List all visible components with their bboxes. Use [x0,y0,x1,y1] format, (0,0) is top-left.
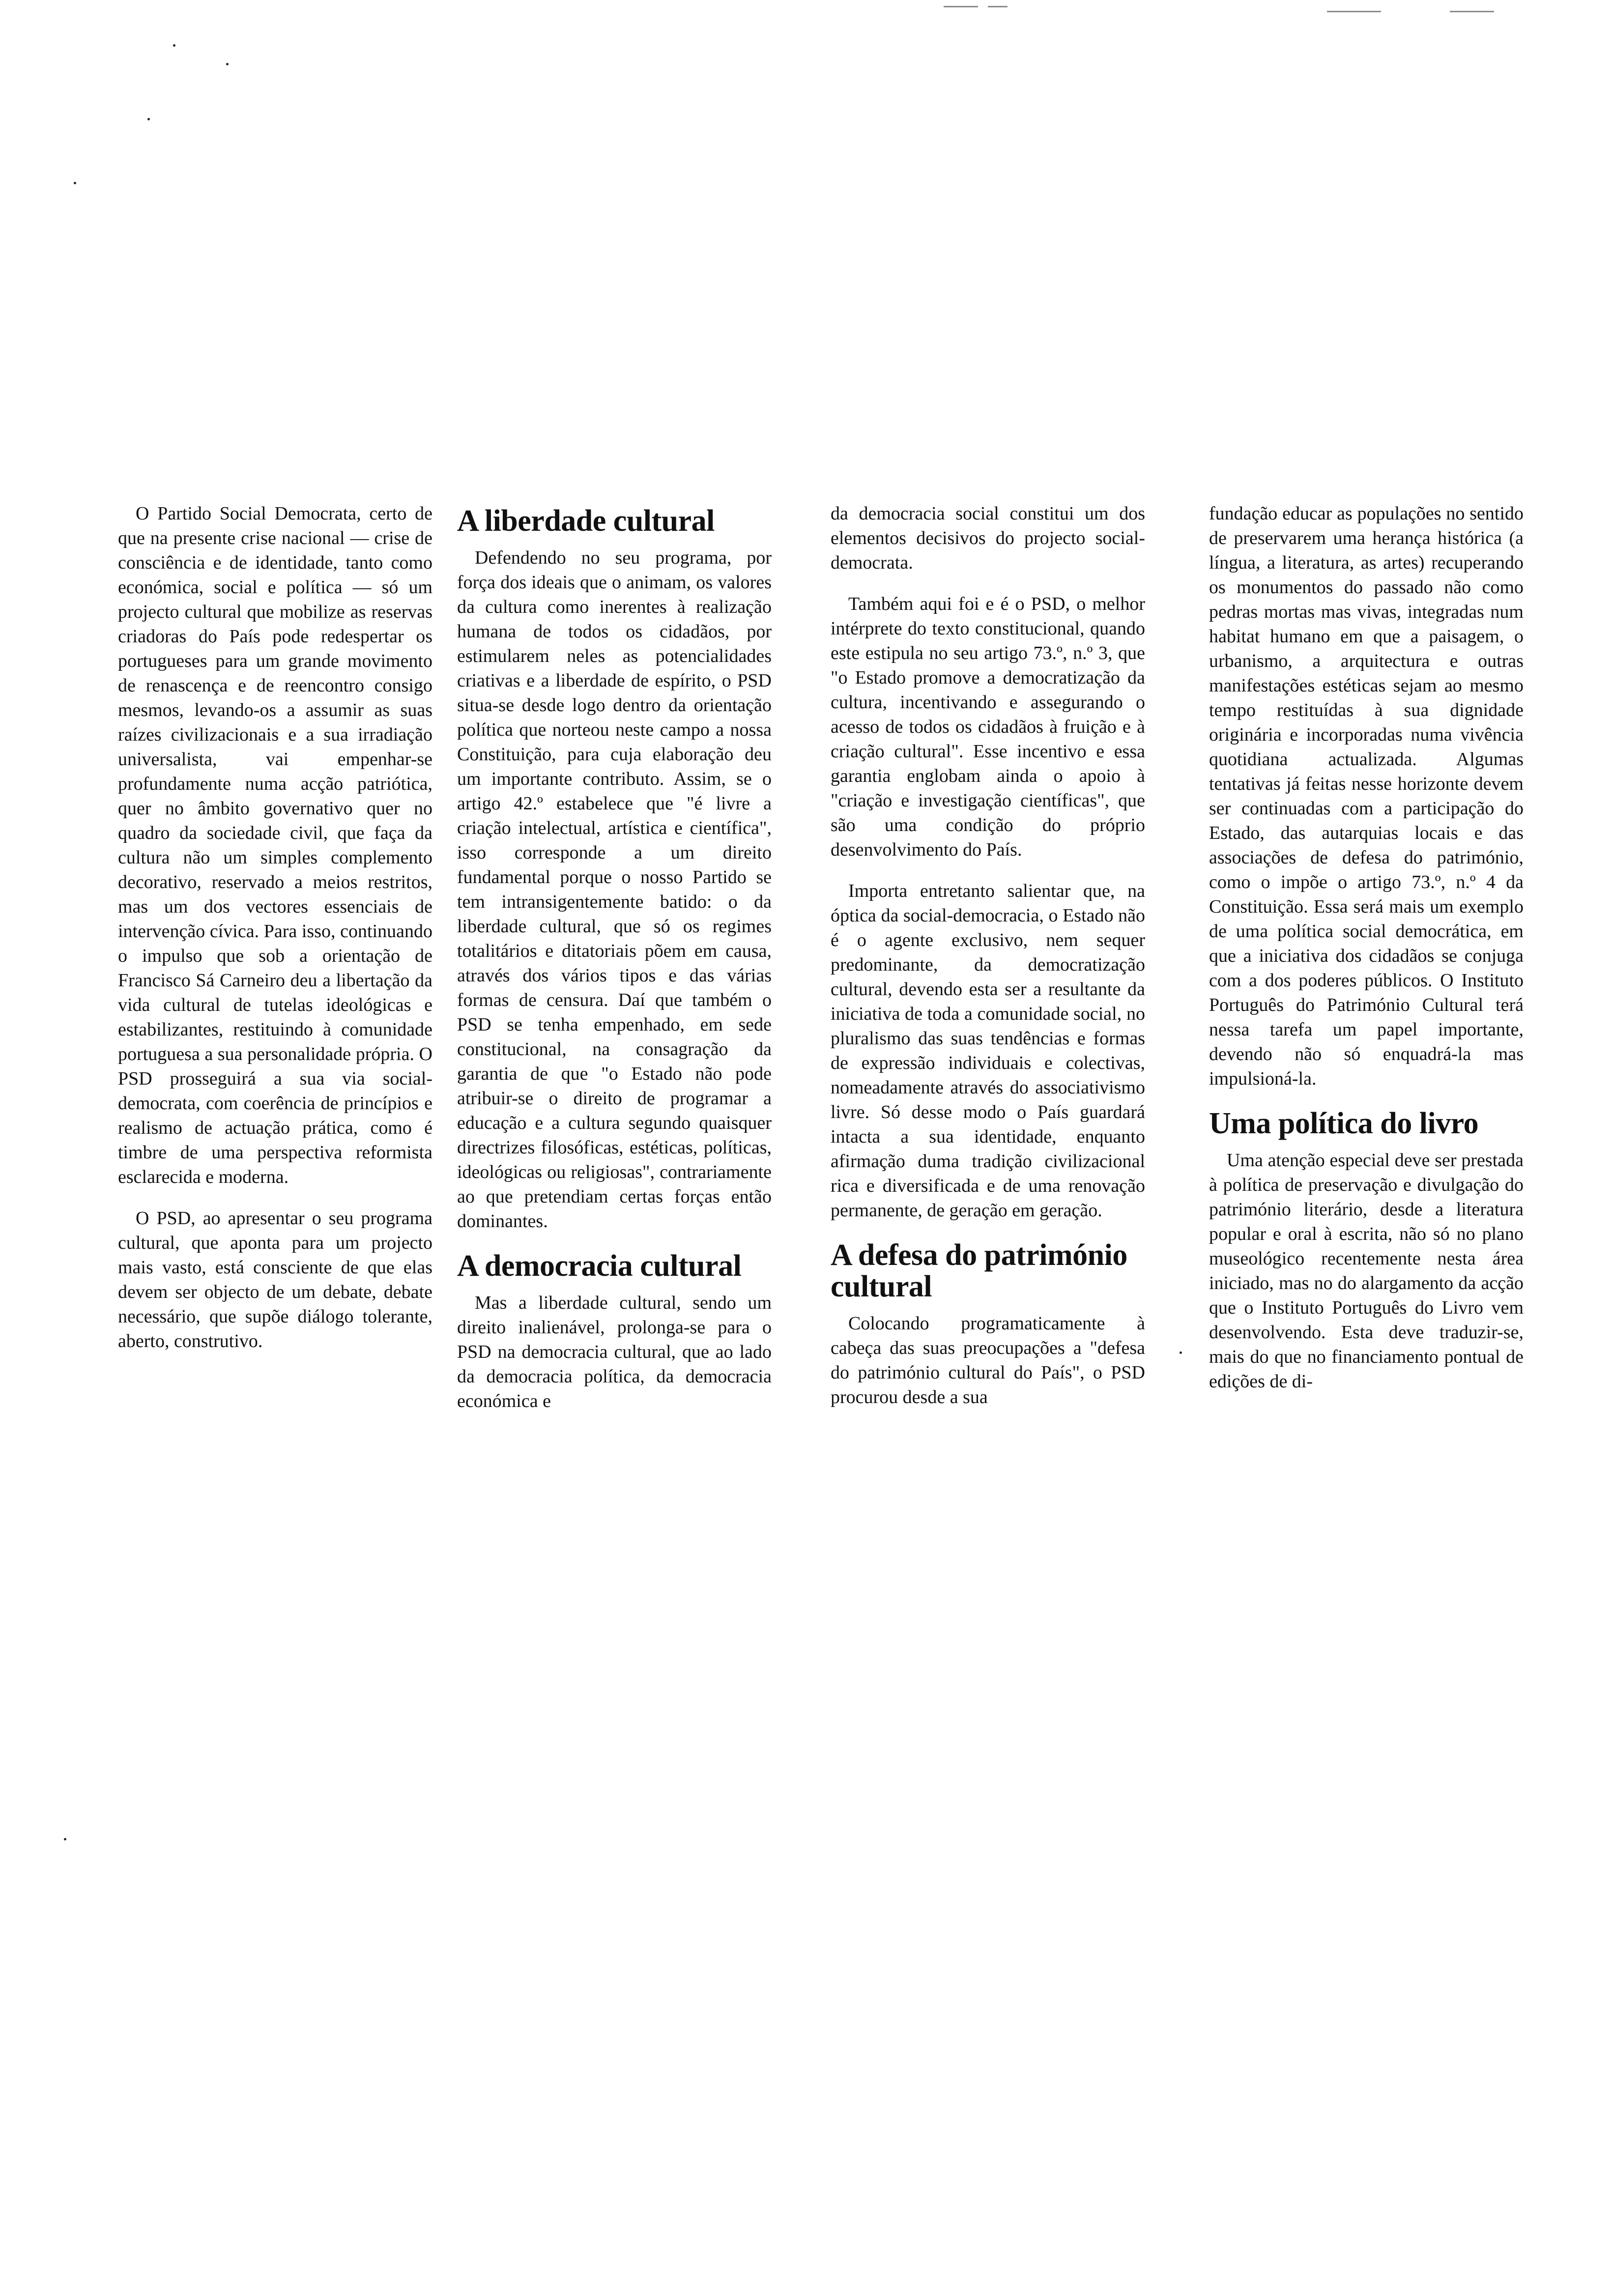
scan-speck [74,182,76,184]
paragraph-continuation: fundação educar as populações no sentido de preservarem uma herança histórica (a língua, a literatura, as artes) recuperando os monumentos do passado não como pedras mortas mas vivas, integradas num habitat humano em que a paisagem, o urbanismo, a arquitectura e outras manifestações estéticas sejam ao mesmo tempo restituídas à sua dignidade originária e incorporadas numa vivência quotidiana actualizada. Algumas tentativas já feitas nesse horizonte devem ser continuadas com a participação do Estado, das autarquias locais e das associações de defesa do património, como o impõe o artigo 73.º, n.º 4 da Constituição. Essa será mais um exemplo de uma política social democrática, em que a iniciativa dos cidadãos se conjuga com a dos poderes públicos. O Instituto Português do Património Cultural terá nessa tarefa um papel importante, devendo não só enquadrá-la mas impulsioná-la. [1209,503,1524,1089]
section-heading-democracia-cultural: A democracia cultural [457,1249,742,1283]
paragraph: Importa entretanto salientar que, na óptica da social-democracia, o Estado não é o agente exclusivo, nem sequer predominante, da democratização cultural, devendo esta ser a resultante da iniciativa de toda a comunidade social, no pluralismo das suas tendências e formas de expressão individuais e colectivas, nomeadamente através do associativismo livre. Só desse modo o País guardará intacta a sua identidade, enquanto afirmação duma tradição civilizacional rica e diversificada e de uma renovação permanente, de geração em geração. [831,881,1145,1221]
paragraph: O Partido Social Democrata, certo de que na presente crise nacional — crise de consciência e de identidade, tanto como económica, social e política — só um projecto cultural que mobilize as reservas criadoras do País pode redespertar os portugueses para um grande movimento de renascença e de reencontro consigo mesmos, levando-os a assumir as suas raízes civilizacionais e a sua irradiação universalista, vai empenhar-se profundamente numa acção patriótica, quer no âmbito governativo quer no quadro da sociedade civil, que faça da cultura não um simples complemento decorativo, reservado a meios restritos, mas um dos vectores essenciais de intervenção cívica. Para isso, continuando o impulso que sob a orientação de Francisco Sá Carneiro deu a libertação da vida cultural de tutelas ideológicas e estabilizantes, restituindo à comunidade portuguesa a sua personalidade própria. O PSD prosseguirá a sua via social-democrata, com coerência de princípios e realismo de actuação prática, como é timbre de uma perspectiva reformista esclarecida e moderna. [118,503,432,1187]
scan-rule-fragment [944,6,978,7]
scan-speck [147,118,150,120]
scan-rule-fragment [988,6,1008,7]
scan-speck [64,1838,66,1840]
column-1 [118,501,432,1370]
paragraph: Colocando programaticamente à cabeça das suas preocupações a "defesa do património cultural do País", o PSD procurou desde a sua [831,1313,1145,1407]
scan-rule-fragment [1327,11,1381,12]
scan-speck [1180,1351,1182,1354]
scan-speck [226,63,229,65]
paragraph-continuation: da democracia social constitui um dos elementos decisivos do projecto social-democrata. [831,503,1145,573]
paragraph: Defendendo no seu programa, por força dos ideais que o animam, os valores da cultura como inerentes à realização humana de todos os cidadãos, por estimularem neles as potencialidades criativas e a liberdade de espírito, o PSD situa-se desde logo dentro da orientação política que norteou neste campo a nossa Constituição, para cuja elaboração deu um importante contributo. Assim, se o artigo 42.º estabelece que "é livre a criação intelectual, artística e científica", isso corresponde a um direito fundamental porque o nosso Partido se tem intransigentemente batido: o da liberdade cultural, que só os regimes totalitários e ditatoriais põem em causa, através dos vários tipos e das várias formas de censura. Daí que também o PSD se tenha empenhado, em sede constitucional, na consagração da garantia de que "o Estado não pode atribuir-se o direito de programar a educação e a cultura segundo quaisquer directrizes filosóficas, estéticas, políticas, ideológicas ou religiosas", contrariamente ao que pretendiam certas forças então dominantes. [457,547,772,1232]
paragraph: Uma atenção especial deve ser prestada à política de preservação e divulgação do património literário, desde a literatura popular e oral à escrita, não só no plano museológico recentemente nesta área iniciado, mas no do alargamento da acção que o Instituto Português do Livro vem desenvolvendo. Esta deve traduzir-se, mais do que no financiamento pontual de edições de di- [1209,1150,1524,1392]
column-2 [457,501,772,1430]
section-heading-liberdade-cultural: A liberdade cultural [457,504,715,538]
scan-speck [173,44,175,47]
paragraph: Também aqui foi e é o PSD, o melhor intérprete do texto constitucional, quando este estipula no seu artigo 73.º, n.º 3, que "o Estado promove a democratização da cultura, incentivando e assegurando o acesso de todos os cidadãos à fruição e à criação cultural". Esse incentivo e essa garantia englobam ainda o apoio à "criação e investigação científicas", que são uma condição do próprio desenvolvimento do País. [831,594,1145,860]
scan-rule-fragment [1450,11,1494,12]
paragraph: Mas a liberdade cultural, sendo um direito inalienável, prolonga-se para o PSD na democracia cultural, que ao lado da democracia política, da democracia económica e [457,1292,772,1411]
column-4 [1209,501,1524,1410]
section-heading-defesa-patrimonio: A defesa do património cultural [831,1238,1127,1303]
column-3 [831,501,1145,1426]
section-heading-politica-livro: Uma política do livro [1209,1107,1479,1140]
paragraph: O PSD, ao apresentar o seu programa cultural, que aponta para um projecto mais vasto, está consciente de que elas devem ser objecto de um debate, debate necessário, que supõe diálogo tolerante, aberto, construtivo. [118,1208,432,1351]
